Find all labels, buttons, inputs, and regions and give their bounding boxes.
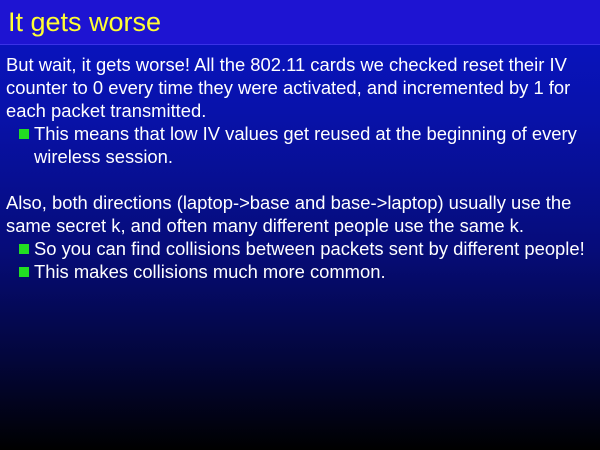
spacer — [6, 168, 596, 191]
bullet-iv-reuse — [6, 122, 596, 168]
slide-body — [6, 53, 596, 283]
bullet-text: This means that low IV values get reused at the beginning of every wireless session. — [34, 123, 577, 167]
paragraph-shared-key: Also, both directions (laptop->base and base->laptop) usually use the same secret k, and often many different people use the same k. — [6, 192, 572, 236]
bullet-text: So you can find collisions between packets sent by different people! — [34, 238, 585, 259]
paragraph-iv-counter: But wait, it gets worse! All the 802.11 cards we checked reset their IV counter to 0 every time they were activated, and incremented by 1 for each packet transmitted. — [6, 54, 571, 121]
square-bullet-icon — [19, 267, 29, 277]
bullet-collisions-people — [6, 237, 596, 260]
square-bullet-icon — [19, 129, 29, 139]
slide-title: It gets worse — [8, 7, 162, 37]
square-bullet-icon — [19, 244, 29, 254]
bullet-collisions-common — [6, 260, 596, 283]
bullet-text: This makes collisions much more common. — [34, 261, 386, 282]
title-bar — [0, 0, 600, 45]
